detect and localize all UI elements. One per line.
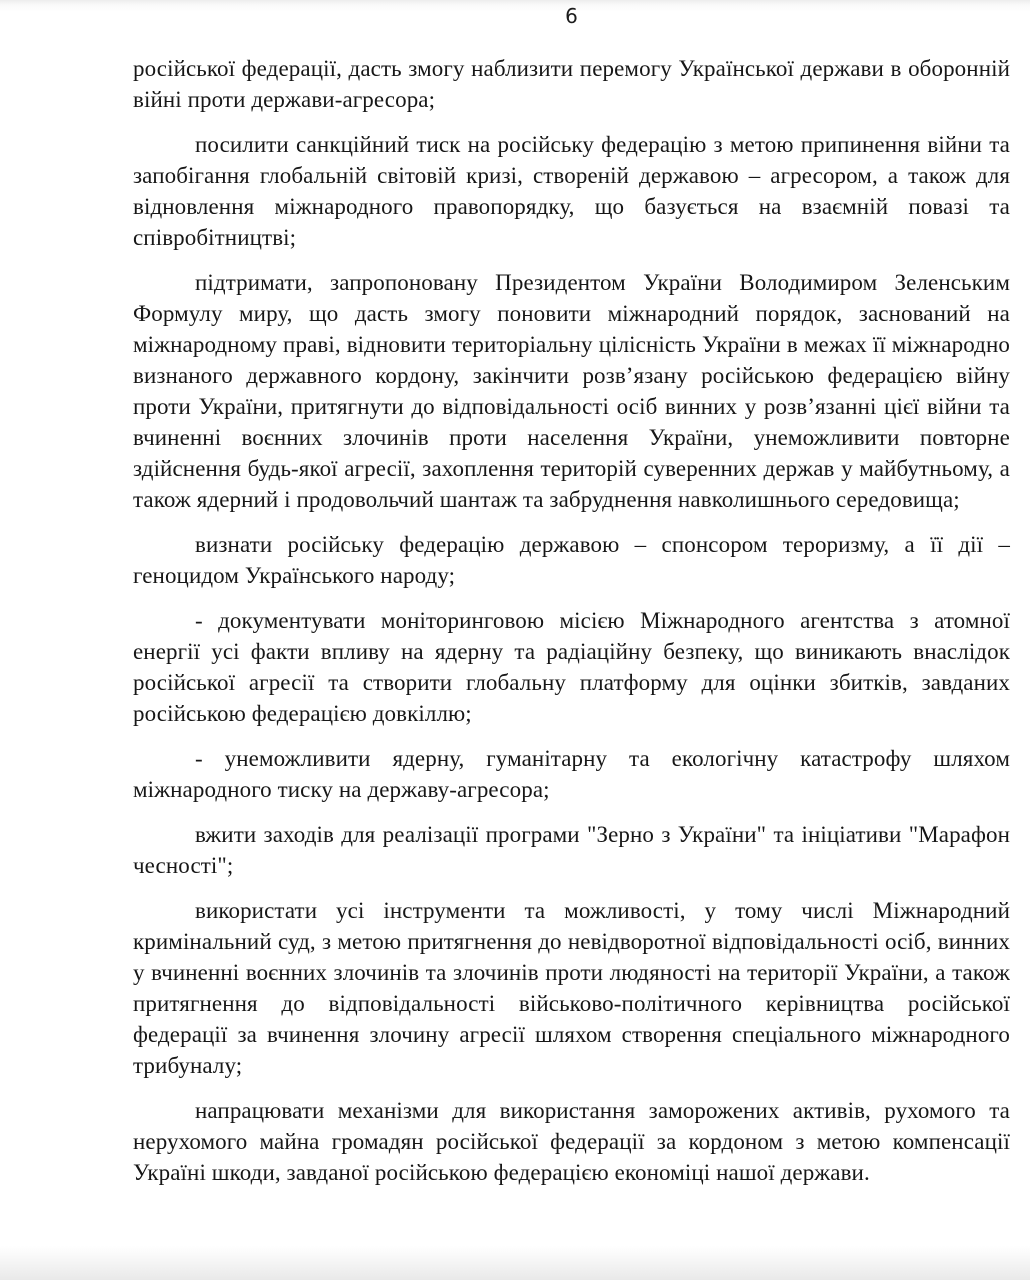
paragraph-terrorism-sponsor: визнати російську федерацію державою – спонсором тероризму, а її дії – геноцидом Українського народу; [133, 532, 1010, 588]
paragraph-sanctions: посилити санкційний тиск на російську федерацію з метою припинення війни та запобігання глобальній світовій кризі, створеній державою – агресором, а також для відновлення міжнародного правопорядку, що базується на взаємній повазі та співробітництві; [133, 132, 1010, 250]
paragraph-peace-formula: підтримати, запропоновану Президентом України Володимиром Зеленським Формулу миру, що дасть змогу поновити міжнародний порядок, заснований на міжнародному праві, відновити територіальну цілісність України в межах її міжнародно визнаного державного кордону, закінчити розв’язану російською федерацією війну проти України, притягнути до відповідальності осіб винних у розв’язанні цієї війни та вчиненні воєнних злочинів проти населення України, унеможливити повторне здійснення будь-якої агресії, захоплення територій суверенних держав у майбутньому, а також ядерний і продовольчий шантаж та забруднення навколишнього середовища; [133, 270, 1010, 512]
paragraph-iaea-monitoring: - документувати моніторинговою місією Міжнародного агентства з атомної енергії усі факти впливу на ядерну та радіаційну безпеку, що виникають внаслідок російської агресії та створити глобальну платформу для оцінки збитків, завданих російською федерацією довкіллю; [133, 608, 1010, 726]
paragraph-grain-initiative: вжити заходів для реалізації програми "Зерно з України" та ініціативи "Марафон чесності"; [133, 822, 1010, 878]
paragraph-continuation: російської федерації, дасть змогу наблизити перемогу Української держави в оборонній війні проти держави-агресора; [133, 56, 1010, 112]
paragraph-tribunal: використати усі інструменти та можливості, у тому числі Міжнародний кримінальний суд, з метою притягнення до невідворотної відповідальності осіб, винних у вчиненні воєнних злочинів та злочинів проти людяності на території України, а також притягнення до відповідальності військово-політичного керівництва російської федерації за вчинення злочину агресії шляхом створення спеціального міжнародного трибуналу; [133, 898, 1010, 1078]
page-number: 6 [565, 4, 578, 28]
paragraph-prevent-catastrophe: - унеможливити ядерну, гуманітарну та екологічну катастрофу шляхом міжнародного тиску на державу-агресора; [133, 746, 1010, 802]
paragraph-frozen-assets: напрацювати механізми для використання заморожених активів, рухомого та нерухомого майна громадян російської федерації за кордоном з метою компенсації Україні шкоди, завданої російською федерацією економіці нашої держави. [133, 1098, 1010, 1185]
document-body [133, 53, 1010, 1188]
